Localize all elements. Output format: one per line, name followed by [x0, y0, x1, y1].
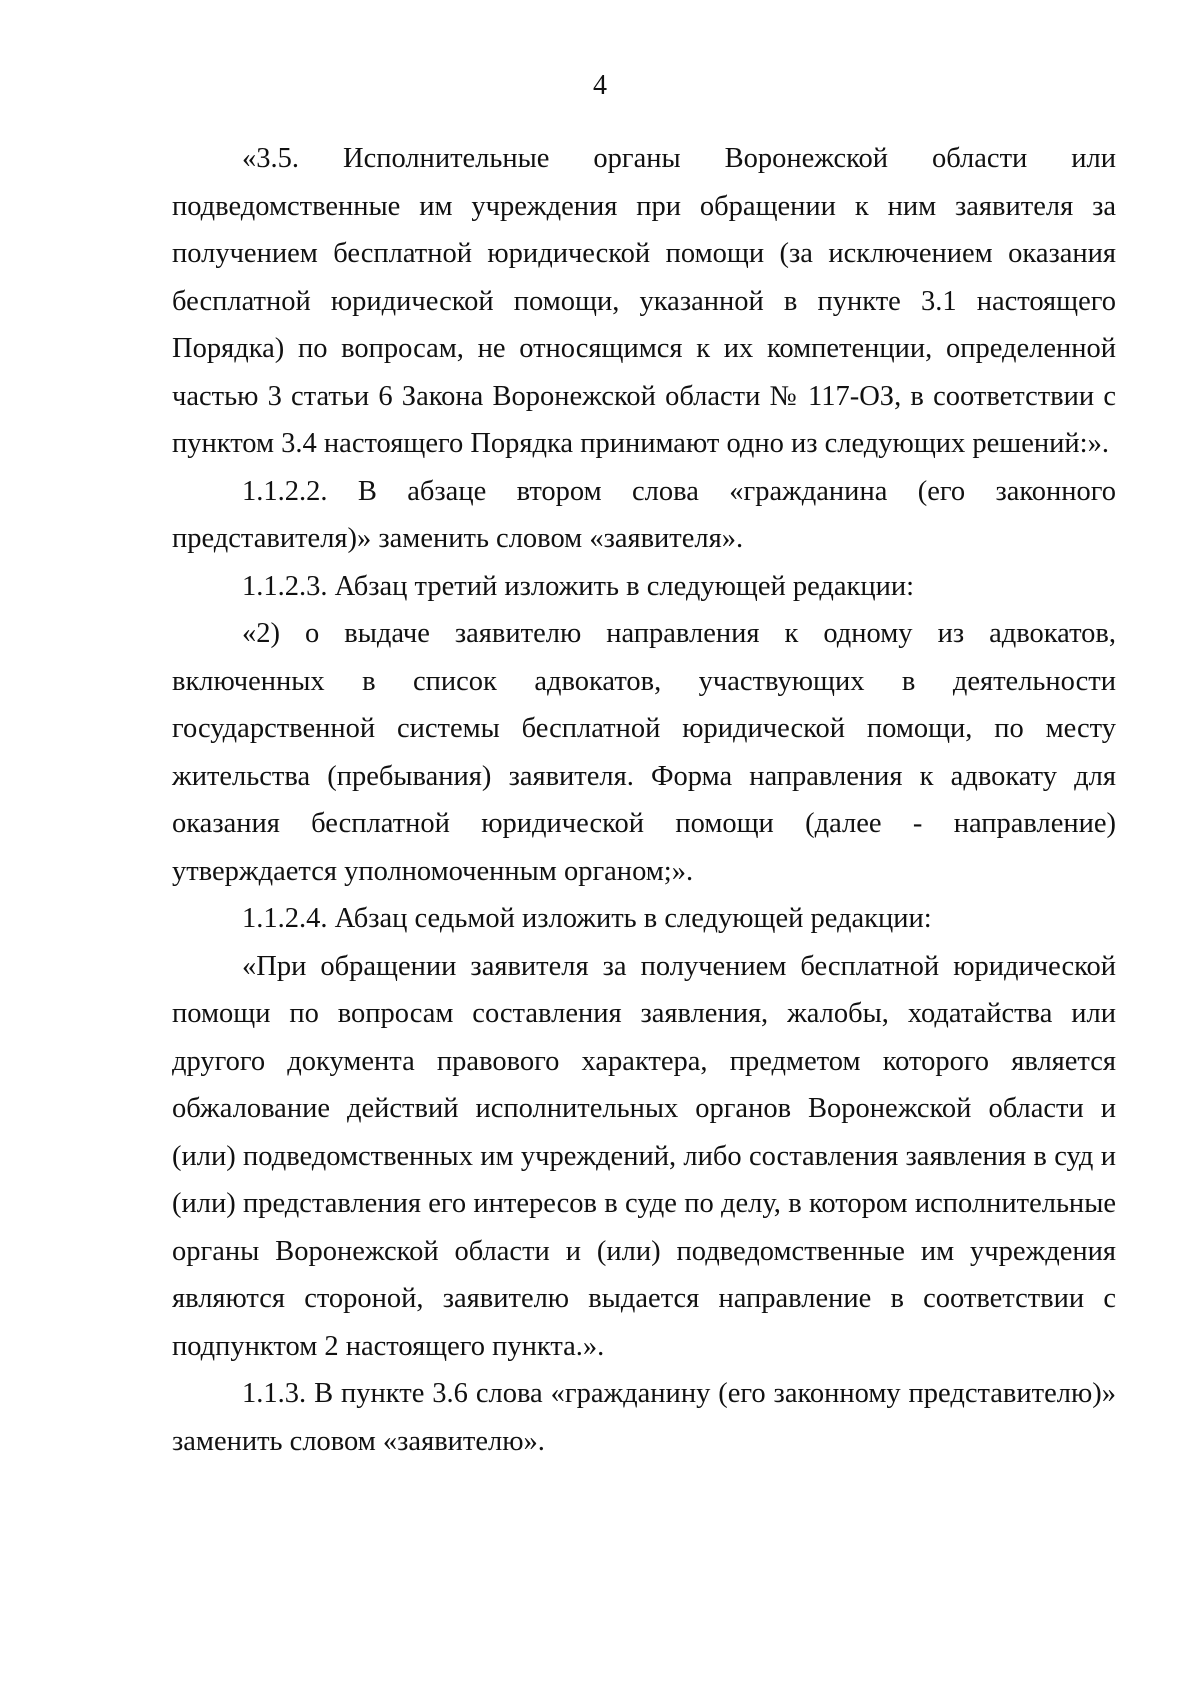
paragraph-1-1-2-2: 1.1.2.2. В абзаце втором слова «гражданина (его законного представителя)» заменить словом «заявителя».: [172, 475, 1116, 554]
paragraph-3-5-quote: «3.5. Исполнительные органы Воронежской области или подведомственные им учреждения при обращении к ним заявителя за получением бесплатной юридической помощи (за исключением оказания бесплатной юридической помощи, указанной в пункте 3.1 настоящего Порядка) по вопросам, не относящимся к их компетенции, определенной частью 3 статьи 6 Закона Воронежской области № 117-ОЗ, в соответствии с пунктом 3.4 настоящего Порядка принимают одно из следующих решений:».: [172, 143, 1116, 459]
paragraph-seventh-quote: «При обращении заявителя за получением бесплатной юридической помощи по вопросам составления заявления, жалобы, ходатайства или другого документа правового характера, предметом которого является обжалование действий исполнительных органов Воронежской области и (или) подведомственных им учреждений, либо составления заявления в суд и (или) представления его интересов в суде по делу, в котором исполнительные органы Воронежской области и (или) подведомственные им учреждения являются стороной, заявителю выдается направление в соответствии с подпунктом 2 настоящего пункта.».: [172, 950, 1116, 1362]
paragraph-1-1-3: 1.1.3. В пункте 3.6 слова «гражданину (его законному представителю)» заменить словом «заявителю».: [172, 1378, 1116, 1457]
paragraph-1-1-2-4: 1.1.2.4. Абзац седьмой изложить в следующей редакции:: [242, 903, 932, 934]
paragraph-item-2-quote: «2) о выдаче заявителю направления к одному из адвокатов, включенных в список адвокатов, участвующих в деятельности государственной системы бесплатной юридической помощи, по месту жительства (пребывания) заявителя. Форма направления к адвокату для оказания бесплатной юридической помощи (далее - направление) утверждается уполномоченным органом;».: [172, 618, 1116, 887]
document-body: [172, 135, 1116, 1465]
page-number: 4: [593, 70, 607, 101]
paragraph-1-1-2-3: 1.1.2.3. Абзац третий изложить в следующей редакции:: [242, 570, 915, 602]
